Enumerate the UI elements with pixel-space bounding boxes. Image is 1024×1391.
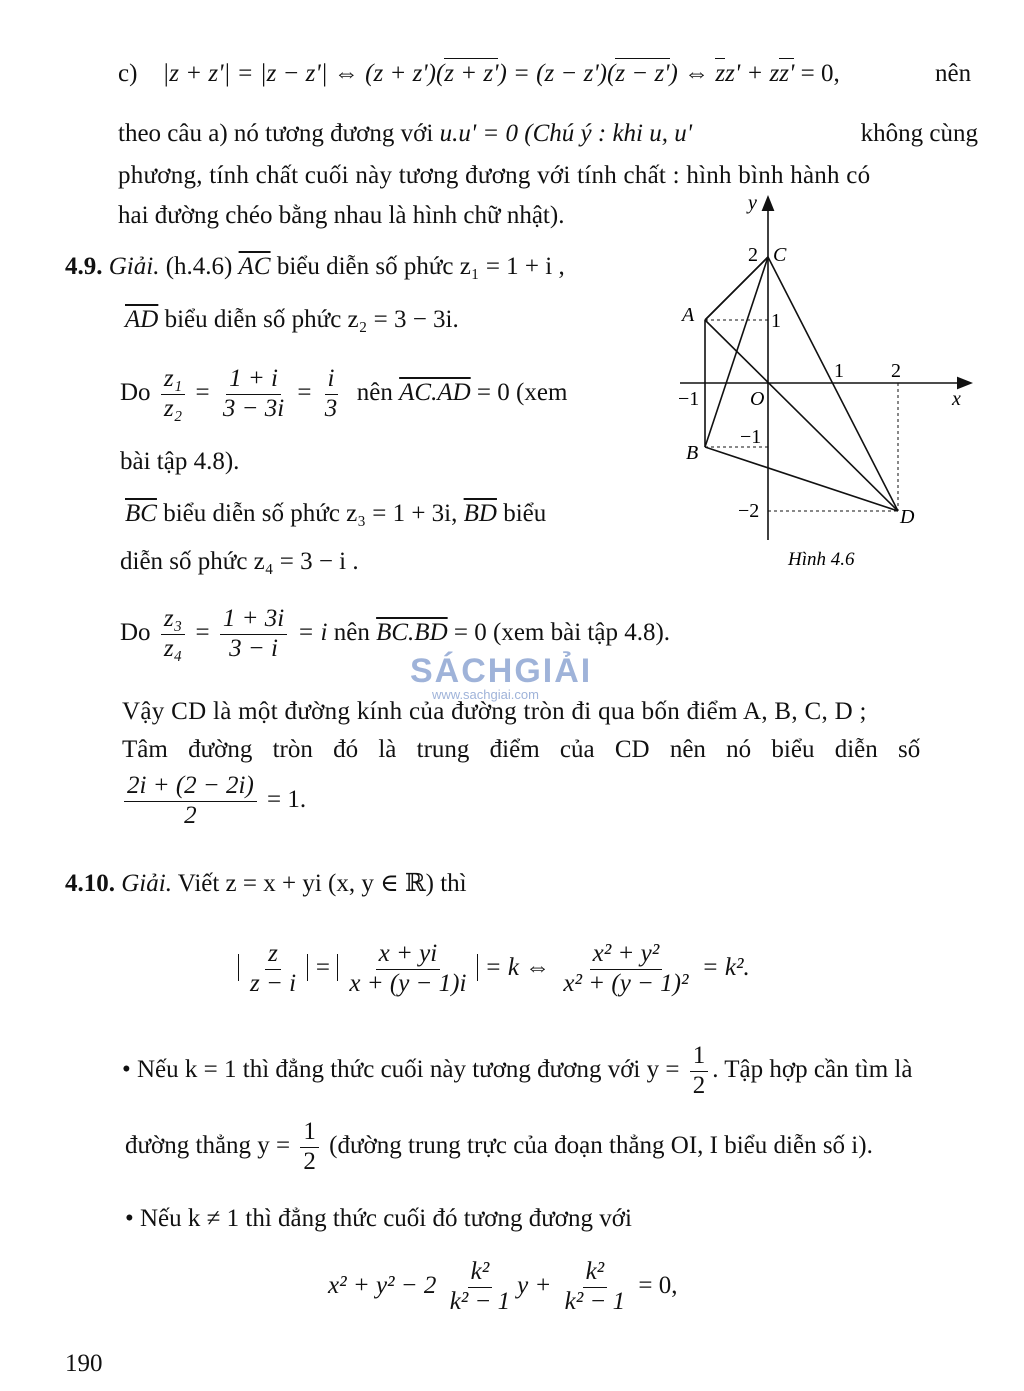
problem-4-9-line5: $\overline{BC}$ biểu diễn số phức z₃ = 1 + 3i, $\overline{BD}$ biểu xyxy=(125,500,547,527)
part-c-line3: phương, tính chất cuối này tương đương với tính chất : hình bình hành có xyxy=(118,162,871,189)
segment-BC xyxy=(705,257,768,447)
label-A: A xyxy=(682,304,695,326)
tick-neg1-x: −1 xyxy=(678,388,700,410)
tick-neg1-y: −1 xyxy=(740,426,762,448)
tick-2-x: 2 xyxy=(891,360,901,382)
vector-BC: $\overline{BC}$ xyxy=(125,500,157,527)
problem-4-9-ratio-1: Do $\frac{\text{z₁}}{\text{z₂}}$ = $\frac{1 + i}{3 - 3i}$ = $\frac{i}{3}$ nên AC.AD = 0 (xem xyxy=(120,365,568,422)
problem-4-10-final-equation: x² + y² − 2 $\frac{\text{k²}}{\text{k² − 1}}$ y + $\frac{\text{k²}}{\text{k² − 1}}$ = 0, xyxy=(328,1258,678,1315)
vector-BD: $\overline{BD}$ xyxy=(463,500,497,527)
problem-4-9-result: $\frac{2i + (2 - 2i)}{2}$ = 1. xyxy=(120,772,306,831)
segment-BD xyxy=(705,447,898,511)
label-y: y xyxy=(748,195,757,214)
segment-AD xyxy=(705,320,898,511)
vector-AD: $\overline{AD}$ xyxy=(125,306,159,333)
segment-CD xyxy=(768,257,898,511)
problem-4-9-line2: $\overline{AD}$ biểu diễn số phức z₂ = 3 − 3i. xyxy=(125,306,459,333)
part-c-line4: hai đường chéo bằng nhau là hình chữ nhật). xyxy=(118,202,565,229)
tick-2-y: 2 xyxy=(748,244,758,266)
part-c-line2: theo câu a) nó tương đương với u.u' = 0 (Chú ý : khi u, u' không cùng xyxy=(118,120,978,147)
part-c-equation: c) |z + z'| = |z − z'| ⇔ (z + z')(z + z') = (z − z')(z − z') ⇔ zz' + zz' = 0, xyxy=(118,60,840,87)
tick-1-y: 1 xyxy=(771,310,781,332)
label-O: O xyxy=(750,388,765,410)
figure-caption: Hình 4.6 xyxy=(788,549,855,570)
vector-AC-AD: AC.AD xyxy=(399,378,471,406)
tick-1-x: 1 xyxy=(834,360,844,382)
nen-word: nên xyxy=(935,60,972,87)
problem-4-10-case1: • Nếu k = 1 thì đẳng thức cuối này tương đương với y = $\frac{1}{2}$ . Tập hợp cần tìm là xyxy=(122,1042,913,1099)
vector-AC: $\overline{AC}$ xyxy=(238,253,271,280)
problem-4-9-header: 4.9. Giải. (h.4.6) $\overline{AC}$ biểu diễn số phức z₁ = 1 + i , xyxy=(65,253,565,280)
problem-4-9-line6: diễn số phức z₄ = 3 − i . xyxy=(120,548,359,575)
problem-4-10-line: đường thẳng y = $\frac{1}{2}$ (đường trung trực của đoạn thẳng OI, I biểu diễn số i). xyxy=(125,1118,873,1175)
problem-4-9-ref: bài tập 4.8). xyxy=(120,448,240,475)
label-x: x xyxy=(952,388,961,410)
figure-4-6 xyxy=(660,195,980,580)
tick-neg2-y: −2 xyxy=(738,500,760,522)
problem-4-9-ratio-2: Do $\frac{\text{z₃}}{\text{z₄}}$ = $\frac{1 + 3i}{3 - i}$ = i nên BC.BD = 0 (xem bài tập 4.8). xyxy=(120,605,671,662)
problem-4-9-conclusion: Vậy CD là một đường kính của đường tròn đi qua bốn điểm A, B, C, D ; xyxy=(122,698,867,725)
problem-4-9-center: Tâm đường tròn đó là trung điểm của CD nên nó biểu diễn số xyxy=(122,736,921,763)
problem-4-10-equation: $\frac{z}{z - i}$ = $\frac{x + yi}{x + (y - 1)i}$ = k ⇔ $\frac{\text{x² + y²}}{\text{x² + (y − 1)²}}$ = k². xyxy=(238,940,750,999)
part-c-label: c) xyxy=(118,60,138,87)
watermark-logo: SÁCHGIẢI www.sachgiai.com xyxy=(410,652,593,702)
vector-BC-BD: BC.BD xyxy=(376,618,448,646)
problem-4-10-case2: • Nếu k ≠ 1 thì đẳng thức cuối đó tương đương với xyxy=(125,1205,632,1232)
label-C: C xyxy=(773,244,787,266)
label-D: D xyxy=(900,506,915,528)
problem-4-10-header: 4.10. Giải. Viết z = x + yi (x, y ∈ ℝ) thì xyxy=(65,870,467,897)
label-B: B xyxy=(686,442,699,464)
page-number: 190 xyxy=(65,1350,103,1377)
